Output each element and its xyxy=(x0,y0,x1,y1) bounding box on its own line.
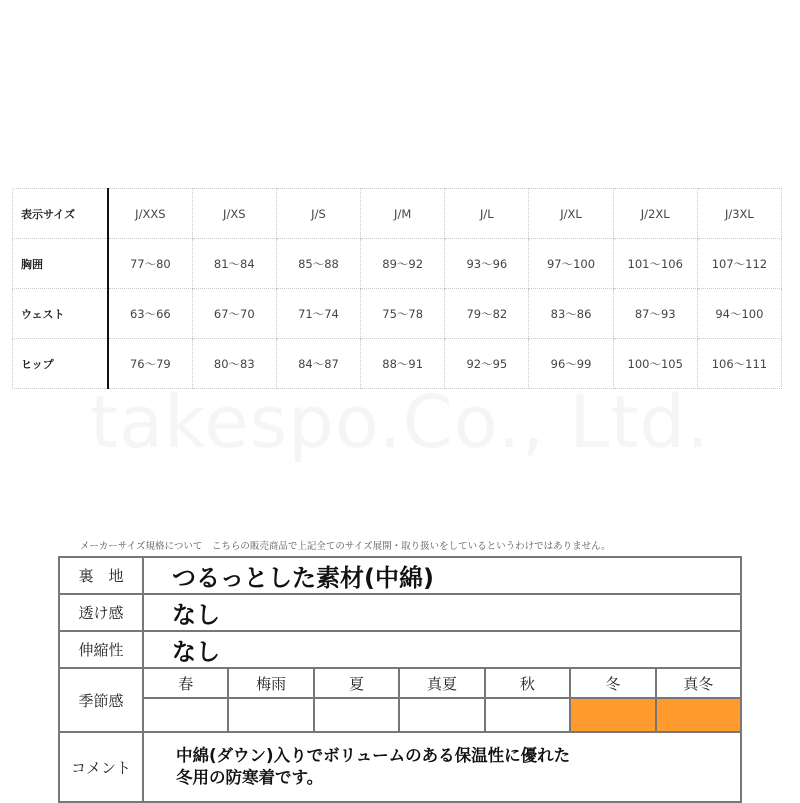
spec-row-sheer xyxy=(59,594,741,631)
size-cell: 77〜80 xyxy=(108,239,192,289)
season-name-midsummer: 真夏 xyxy=(399,668,484,698)
size-header-cell: J/2XL xyxy=(613,189,697,239)
watermark-text: takespo.Co., Ltd. xyxy=(89,380,711,464)
sheer-label: 透け感 xyxy=(59,594,143,631)
comment-label: コメント xyxy=(59,732,143,802)
season-name-summer: 夏 xyxy=(314,668,399,698)
size-row-chest xyxy=(13,239,782,289)
comment-value xyxy=(143,732,741,802)
lining-label: 裏 地 xyxy=(59,557,143,594)
size-cell: 75〜78 xyxy=(361,289,445,339)
size-cell: 101〜106 xyxy=(613,239,697,289)
comment-line: 中綿(ダウン)入りでボリュームのある保温性に優れた xyxy=(176,746,571,765)
size-row-hip xyxy=(13,339,782,389)
spec-row-season-names xyxy=(59,668,741,698)
size-header-cell: J/S xyxy=(276,189,360,239)
season-name-rainy: 梅雨 xyxy=(228,668,313,698)
size-header-cell: J/L xyxy=(445,189,529,239)
size-header-cell: J/M xyxy=(361,189,445,239)
row-label-waist: ウェスト xyxy=(13,289,109,339)
stretch-value: なし xyxy=(143,631,741,668)
sheer-value: なし xyxy=(143,594,741,631)
size-cell: 100〜105 xyxy=(613,339,697,389)
season-mark xyxy=(570,698,655,732)
size-cell: 63〜66 xyxy=(108,289,192,339)
size-cell: 85〜88 xyxy=(276,239,360,289)
season-name-spring: 春 xyxy=(143,668,228,698)
size-cell: 76〜79 xyxy=(108,339,192,389)
size-header-cell: J/XS xyxy=(192,189,276,239)
spec-row-comment xyxy=(59,732,741,802)
size-cell: 107〜112 xyxy=(697,239,781,289)
size-cell: 71〜74 xyxy=(276,289,360,339)
size-cell: 80〜83 xyxy=(192,339,276,389)
product-spec-table xyxy=(58,556,742,803)
season-label: 季節感 xyxy=(59,668,143,732)
size-cell: 106〜111 xyxy=(697,339,781,389)
season-mark xyxy=(485,698,570,732)
season-name-autumn: 秋 xyxy=(485,668,570,698)
size-cell: 88〜91 xyxy=(361,339,445,389)
size-header-cell: J/XL xyxy=(529,189,613,239)
size-header-row xyxy=(13,189,782,239)
season-mark xyxy=(656,698,741,732)
size-header-label: 表示サイズ xyxy=(13,189,109,239)
size-cell: 81〜84 xyxy=(192,239,276,289)
row-label-hip: ヒップ xyxy=(13,339,109,389)
season-mark xyxy=(399,698,484,732)
size-cell: 67〜70 xyxy=(192,289,276,339)
season-mark xyxy=(143,698,228,732)
size-cell: 83〜86 xyxy=(529,289,613,339)
lining-value: つるっとした素材(中綿) xyxy=(143,557,741,594)
size-chart-table xyxy=(12,188,782,389)
season-name-winter: 冬 xyxy=(570,668,655,698)
size-cell: 79〜82 xyxy=(445,289,529,339)
size-notice: メーカーサイズ規格について こちらの販売商品で上記全てのサイズ展開・取り扱いをしているというわけではありません。 xyxy=(80,541,611,552)
size-cell: 84〜87 xyxy=(276,339,360,389)
season-mark xyxy=(314,698,399,732)
comment-line: 冬用の防寒着です。 xyxy=(176,768,324,787)
size-header-cell: J/XXS xyxy=(108,189,192,239)
size-cell: 93〜96 xyxy=(445,239,529,289)
row-label-chest: 胸囲 xyxy=(13,239,109,289)
size-cell: 92〜95 xyxy=(445,339,529,389)
spec-row-season-marks xyxy=(59,698,741,732)
spec-row-stretch xyxy=(59,631,741,668)
stretch-label: 伸縮性 xyxy=(59,631,143,668)
size-cell: 97〜100 xyxy=(529,239,613,289)
size-header-cell: J/3XL xyxy=(697,189,781,239)
size-cell: 96〜99 xyxy=(529,339,613,389)
season-name-midwinter: 真冬 xyxy=(656,668,741,698)
size-cell: 89〜92 xyxy=(361,239,445,289)
season-mark xyxy=(228,698,313,732)
spec-row-lining xyxy=(59,557,741,594)
size-row-waist xyxy=(13,289,782,339)
size-cell: 94〜100 xyxy=(697,289,781,339)
size-cell: 87〜93 xyxy=(613,289,697,339)
